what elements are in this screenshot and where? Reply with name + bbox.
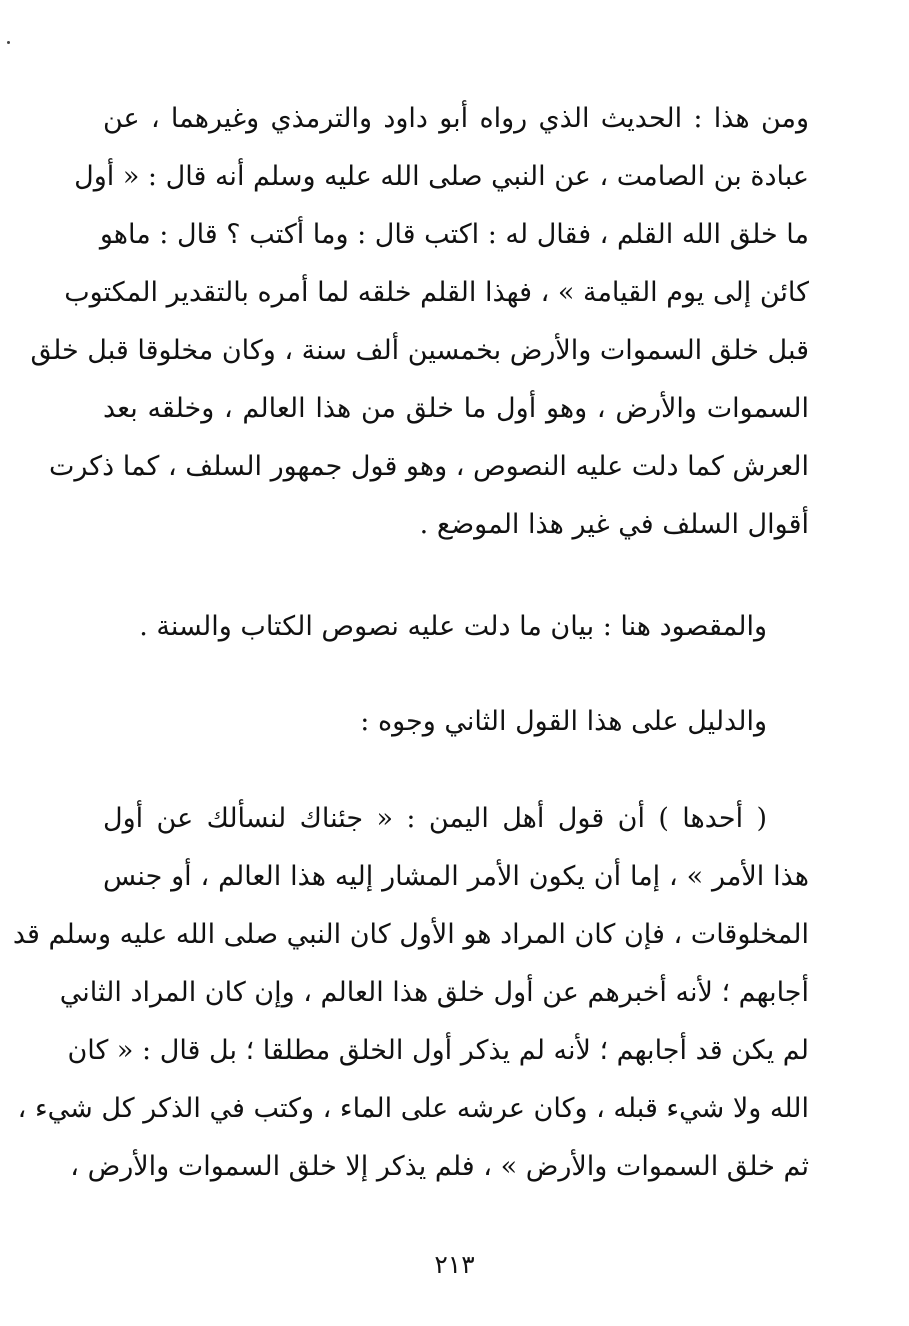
paragraph-1-line: قبل خلق السموات والأرض بخمسين ألف سنة ، وكان مخلوقا قبل خلق	[30, 335, 809, 366]
paragraph-4-line: لم يكن قد أجابهم ؛ لأنه لم يذكر أول الخلق مطلقا ؛ بل قال : « كان	[67, 1035, 809, 1066]
paragraph-4-line: الله ولا شيء قبله ، وكان عرشه على الماء ، وكتب في الذكر كل شيء ،	[17, 1093, 809, 1124]
paragraph-4	[12, 790, 809, 1196]
paragraph-1	[30, 90, 809, 554]
paragraph-4-line: ثم خلق السموات والأرض » ، فلم يذكر إلا خلق السموات والأرض ،	[70, 1151, 809, 1182]
paragraph-1-line: ما خلق الله القلم ، فقال له : اكتب قال : وما أكتب ؟ قال : ماهو	[99, 219, 809, 250]
page-number: ٢١٣	[434, 1250, 475, 1279]
paragraph-1-line: كائن إلى يوم القيامة » ، فهذا القلم خلقه لما أمره بالتقدير المكتوب	[64, 277, 809, 308]
paragraph-1-line: العرش كما دلت عليه النصوص ، وهو قول جمهور السلف ، كما ذكرت	[48, 451, 809, 482]
paragraph-4-line: ( أحدها ) أن قول أهل اليمن : « جئناك لنسألك عن أول	[103, 803, 767, 834]
paragraph-4-line: المخلوقات ، فإن كان المراد هو الأول كان النبي صلى الله عليه وسلم قد	[12, 919, 809, 950]
paragraph-1-line: ومن هذا : الحديث الذي رواه أبو داود والترمذي وغيرهما ، عن	[103, 103, 809, 134]
paragraph-1-line: عبادة بن الصامت ، عن النبي صلى الله عليه وسلم أنه قال : « أول	[74, 161, 809, 192]
paragraph-4-line: هذا الأمر » ، إما أن يكون الأمر المشار إليه هذا العالم ، أو جنس	[103, 861, 809, 892]
paragraph-3: والدليل على هذا القول الثاني وجوه :	[360, 706, 767, 737]
paragraph-1-line: السموات والأرض ، وهو أول ما خلق من هذا العالم ، وخلقه بعد	[103, 393, 809, 424]
paragraph-4-line: أجابهم ؛ لأنه أخبرهم عن أول خلق هذا العالم ، وإن كان المراد الثاني	[59, 977, 809, 1008]
paragraph-1-line: أقوال السلف في غير هذا الموضع .	[419, 509, 809, 540]
scan-speck	[7, 41, 10, 44]
paragraph-2: والمقصود هنا : بيان ما دلت عليه نصوص الكتاب والسنة .	[139, 611, 767, 642]
